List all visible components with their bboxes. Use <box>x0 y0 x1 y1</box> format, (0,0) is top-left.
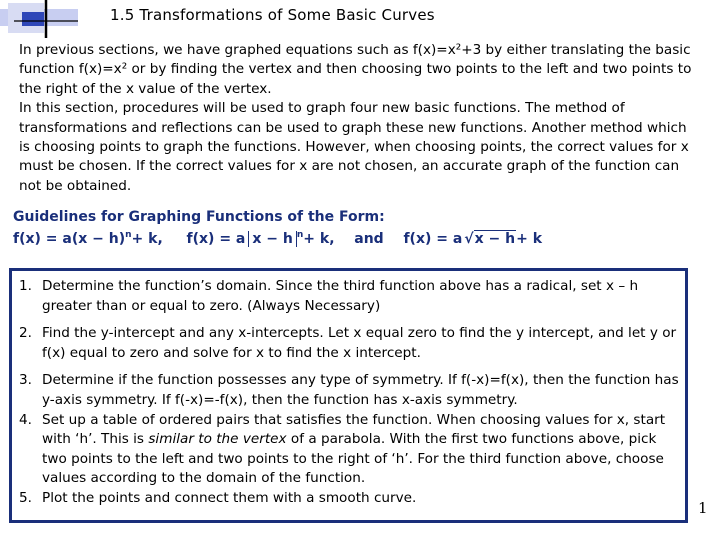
formula-connector: and <box>354 231 384 247</box>
radical-icon: √ <box>464 231 474 247</box>
intro-paragraph: In previous sections, we have graphed equations such as f(x)=x²+3 by either translating the basic function f(x)=x² or by finding the vertex and then choosing two points to the left and two points to the right of the x value of the vertex. <box>19 42 692 97</box>
formula-row <box>13 230 542 247</box>
formula-radical: f(x) = a √x − h+ k <box>403 231 543 247</box>
intro-text <box>19 41 699 196</box>
list-item: 1. Determine the function’s domain. Since the third function above has a radical, set x – h greater than or equal to zero. (Always Necessary) <box>19 278 639 314</box>
list-item: 5. Plot the points and connect them with a smooth curve. <box>19 489 417 506</box>
slide-logo-icon <box>0 0 80 40</box>
formula-power: $f(x) = a(x - h)^n+ k$, <box>13 230 163 247</box>
steps-list <box>19 277 685 509</box>
formula-absolute: f(x) = a x − h $^n$+ k, <box>186 230 335 247</box>
page-title: 1.5 Transformations of Some Basic Curves <box>110 6 435 24</box>
guidelines-heading: Guidelines for Graphing Functions of the Form: <box>13 209 385 225</box>
list-item: 2. Find the y-intercept and any x-intercepts. Let x equal zero to find the y intercept, and let y or f(x) equal to zero and solve for x to find the x intercept. <box>19 325 677 361</box>
page-number: 1 <box>698 499 708 517</box>
list-item: 4. Set up a table of ordered pairs that satisfies the function. When choosing values for x, start with ‘h’. This is similar to the vertex of a parabola. With the first two functions above, pick two points to the left and two points to the right of ‘h’. For the third function above, choose values according to the domain of the function. <box>19 411 666 487</box>
list-item: 3. Determine if the function possesses any type of symmetry. If f(-x)=f(x), then the function has y-axis symmetry. If f(-x)=-f(x), then the function has x-axis symmetry. <box>19 372 679 408</box>
intro-paragraph: In this section, procedures will be used to graph four new basic functions. The method of transformations and reflections can be used to graph these new functions. Another method which is choosing points to graph the functions. However, when choosing points, the correct values for x must be chosen. If the correct values for x are not chosen, an accurate graph of the function can not be obtained. <box>19 100 689 194</box>
